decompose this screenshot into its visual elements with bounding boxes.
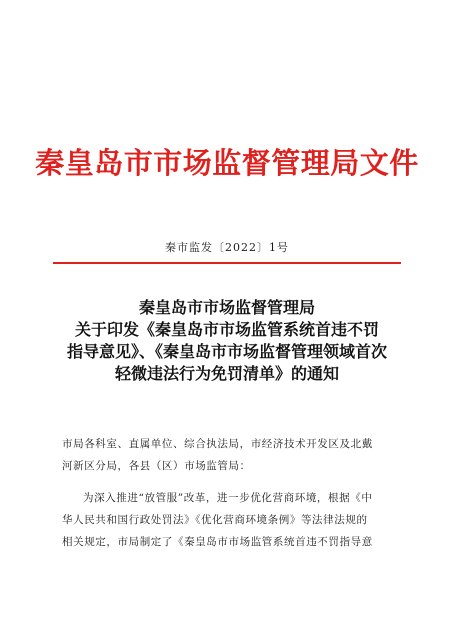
title-line-4: 轻微违法行为免罚清单》的通知: [114, 364, 339, 383]
addressee-line-2: 河新区分局，各县（区）市场监管局：: [62, 460, 251, 472]
body-line-2: 华人民共和国行政处罚法》《优化营商环境条例》等法律法规的: [62, 514, 368, 526]
title-line-3: 指导意见》、《秦皇岛市市场监督管理领域首次: [66, 342, 387, 361]
issuer-header: 秦皇岛市市场监督管理局文件: [35, 146, 419, 180]
addressee-line-1: 市局各科室、直属单位、综合执法局，市经济技术开发区及北戴: [62, 438, 373, 450]
title-line-1: 秦皇岛市市场监督管理局: [138, 298, 315, 317]
body-line-1: 为深入推进“放管服”改革，进一步优化营商环境，根据《中: [83, 492, 373, 504]
document-title: [30, 297, 424, 385]
addressee-block: [62, 433, 398, 477]
red-divider-line: [53, 262, 401, 264]
title-line-2: 关于印发《秦皇岛市市场监管系统首违不罚: [74, 320, 379, 339]
body-line-3: 相关规定，市局制定了《秦皇岛市市场监管系统首违不罚指导意: [62, 536, 373, 548]
body-paragraph: [62, 487, 400, 553]
document-number: 秦市监发〔2022〕1号: [165, 241, 289, 254]
